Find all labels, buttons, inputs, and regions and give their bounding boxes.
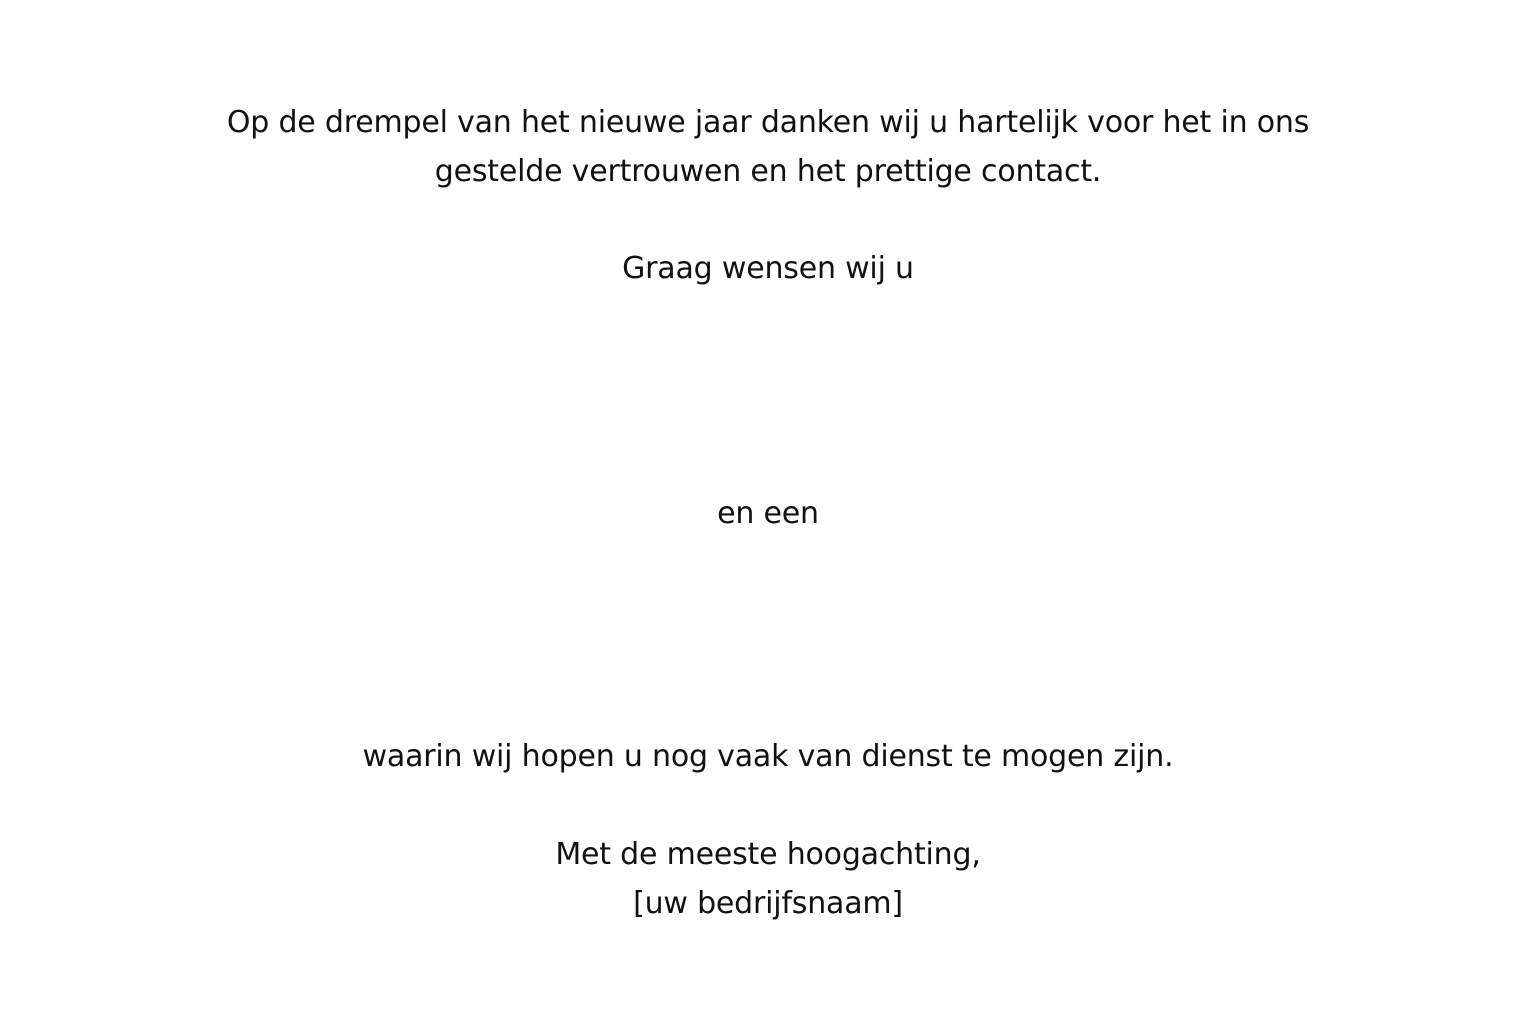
intro-text-line-1: Op de drempel van het nieuwe jaar danken wij u hartelijk voor het in ons bbox=[226, 105, 1310, 140]
connector-text: en een bbox=[717, 496, 819, 531]
signature-text: [uw bedrijfsnaam] bbox=[633, 886, 903, 921]
wish-text: Graag wensen wij u bbox=[622, 251, 914, 286]
intro-text-line-2: gestelde vertrouwen en het prettige contact. bbox=[434, 154, 1102, 189]
hope-text: waarin wij hopen u nog vaak van dienst te mogen zijn. bbox=[362, 739, 1174, 774]
closing-text: Met de meeste hoogachting, bbox=[555, 837, 981, 872]
